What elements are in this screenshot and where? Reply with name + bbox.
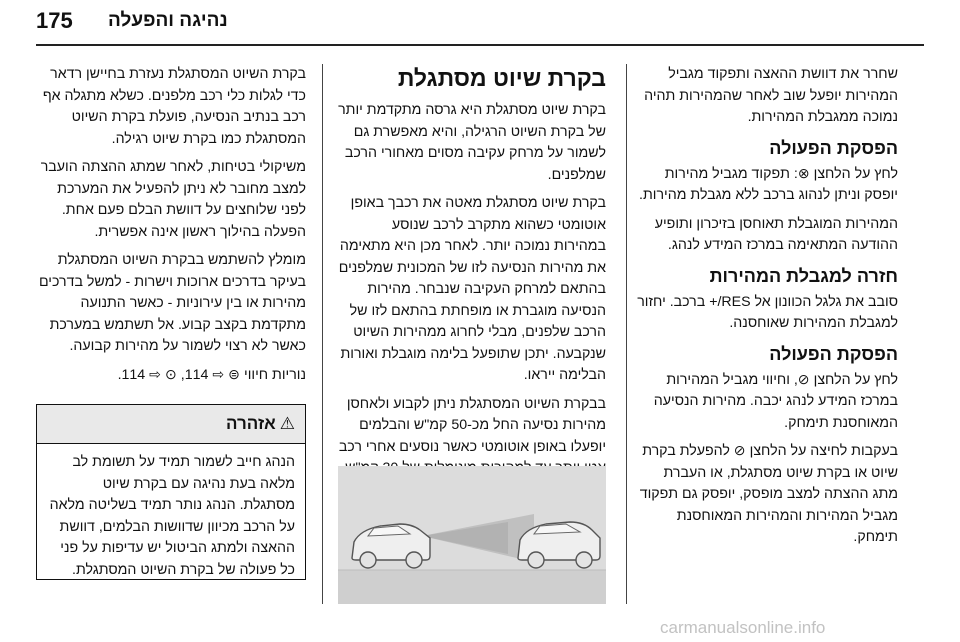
return-heading: חזרה למגבלת המהירות: [709, 265, 898, 286]
pause-paragraph-2b: בעקבות לחיצה על הלחצן ⊘ להפעלת בקרת שיוט או בקרת שיוט מסתגלת, או העברת מתג ההצתה למצב מופסק, יופסק גם תפקוד מגביל המהירות והמהירות המאוחסנת תימחק.: [639, 443, 898, 545]
return-paragraph: סובב את גלגל הכוונון אל RES/+ ברכב. יחזור למגבלת המהירות שאוחסנה.: [637, 293, 898, 331]
usage-paragraph: מומלץ להשתמש בבקרת השיוט המסתגלת בעיקר בדרכים ארוכות וישרות - למשל בדרכים מהירות או בין עירוניות - כאשר התנועה מתקדמת בקצב קבוע. אל תשתמש במערכת כאשר לא רצוי לשמור על מהירות קבועה.: [38, 252, 306, 354]
acc-paragraph-2: בקרת שיוט מסתגלת מאטה את רכבך באופן אוטומטי כשהוא מתקרב לרכב שנוסע במהירות נמוכה יותר. לאחר מכן היא מתאימה את מהירות הנסיעה לזו של המכונית שמלפנים בהתאם למרחק העקיבה שנבחר. מהירות הנסיעה מוגברת או מופחתת בהתאם לזו של הרכב שלפנים, מבלי לחרוג ממהירות השיוט שנקבעה. יתכן שתופעל בלימה מוגבלת ואורות הבלימה ייראו.: [338, 195, 606, 383]
section-title: בקרת שיוט מסתגלת: [397, 65, 606, 91]
pause-heading-1: הפסקת הפעולה: [769, 137, 898, 158]
column-divider-left: [322, 64, 323, 604]
radar-paragraph: בקרת השיוט המסתגלת נעזרת בחיישן רדאר כדי לגלות כלי רכב מלפנים. כשלא מתגלה אף רכב בנתיב הנסיעה, פועלת בקרת השיוט המסתגלת כמו בקרת שיוט רגילה.: [42, 66, 306, 147]
safety-paragraph: משיקולי בטיחות, לאחר שמתג ההצתה הועבר למצב מחובר לא ניתן להפעיל את המערכת לפני שלוחצים על דוושת הבלם פעם אחת. הפעלה בהילוך ראשון אינה אפשרית.: [40, 159, 306, 240]
pause-paragraph-1: לחץ על הלחצן ⊗: תפקוד מגביל מהירות יופסק וניתן לנהוג ברכב ללא מגבלת מהירות.: [639, 165, 898, 203]
acc-paragraph-1: בקרת שיוט מסתגלת היא גרסה מתקדמת יותר של בקרת השיוט הרגילה, והיא מאפשרת גם לשמור על מרחק עקיבה מסוים מאחורי הרכב שמלפנים.: [338, 102, 606, 183]
right-column: [636, 64, 898, 556]
acc-illustration-svg: [338, 466, 606, 604]
header-rule: [36, 44, 924, 46]
acc-paragraph-3: בבקרת השיוט המסתגלת ניתן לקבוע ולאחסן מהירות נסיעה החל מכ-50 קמ"ש והבלמים יופעלו באופן אוטומטי כאשר נוסעים אחרי רכב: [338, 395, 606, 455]
warning-header: [37, 405, 305, 444]
chapter-title: נהיגה והפעלה: [108, 10, 228, 31]
acc-illustration: [338, 466, 606, 604]
warning-triangle-icon: ⚠: [279, 414, 295, 434]
page-number: 175: [36, 8, 73, 33]
intro-paragraph: שחרר את דוושת ההאצה ותפקוד מגביל המהירות יופעל שוב לאחר שהמהירות תהיה נמוכה ממגבלת המהירות.: [644, 66, 898, 125]
left-column: [36, 64, 306, 393]
warning-text: הנהג חייב לשמור תמיד על תשומת לב מלאה בעת נהיגה עם בקרת שיוט מסתגלת. הנהג נותר תמיד בשליטה מלאה על הרכב מכיוון שדוושות הבלמים, דוושת ההאצה ולמתג הביטול יש עדיפות על פני כל פעולה של בקרת השיוט המסתגלת.: [49, 454, 295, 578]
pause-heading-2: הפסקת הפעולה: [769, 343, 898, 364]
pause-paragraph-1b: המהירות המוגבלת תאוחסן בזיכרון ותופיע ההודעה המתאימה במרכז המידע לנהג.: [654, 215, 898, 253]
watermark: carmanualsonline.info: [660, 618, 826, 637]
warning-box: [36, 404, 306, 580]
column-divider-right: [626, 64, 627, 604]
indicator-reference: נוריות חיווי ⊜ ⇨ 114, ⊙ ⇨ 114.: [117, 366, 306, 383]
warning-title: אזהרה: [226, 414, 276, 433]
middle-column: [338, 64, 606, 487]
pause-paragraph-2: לחץ על הלחצן ⊘, וחיווי מגביל המהירות במרכז המידע לנהג יכבה. מהירות הנסיעה המאוחסנת תימחק.: [653, 371, 898, 431]
page-header: [0, 0, 960, 44]
